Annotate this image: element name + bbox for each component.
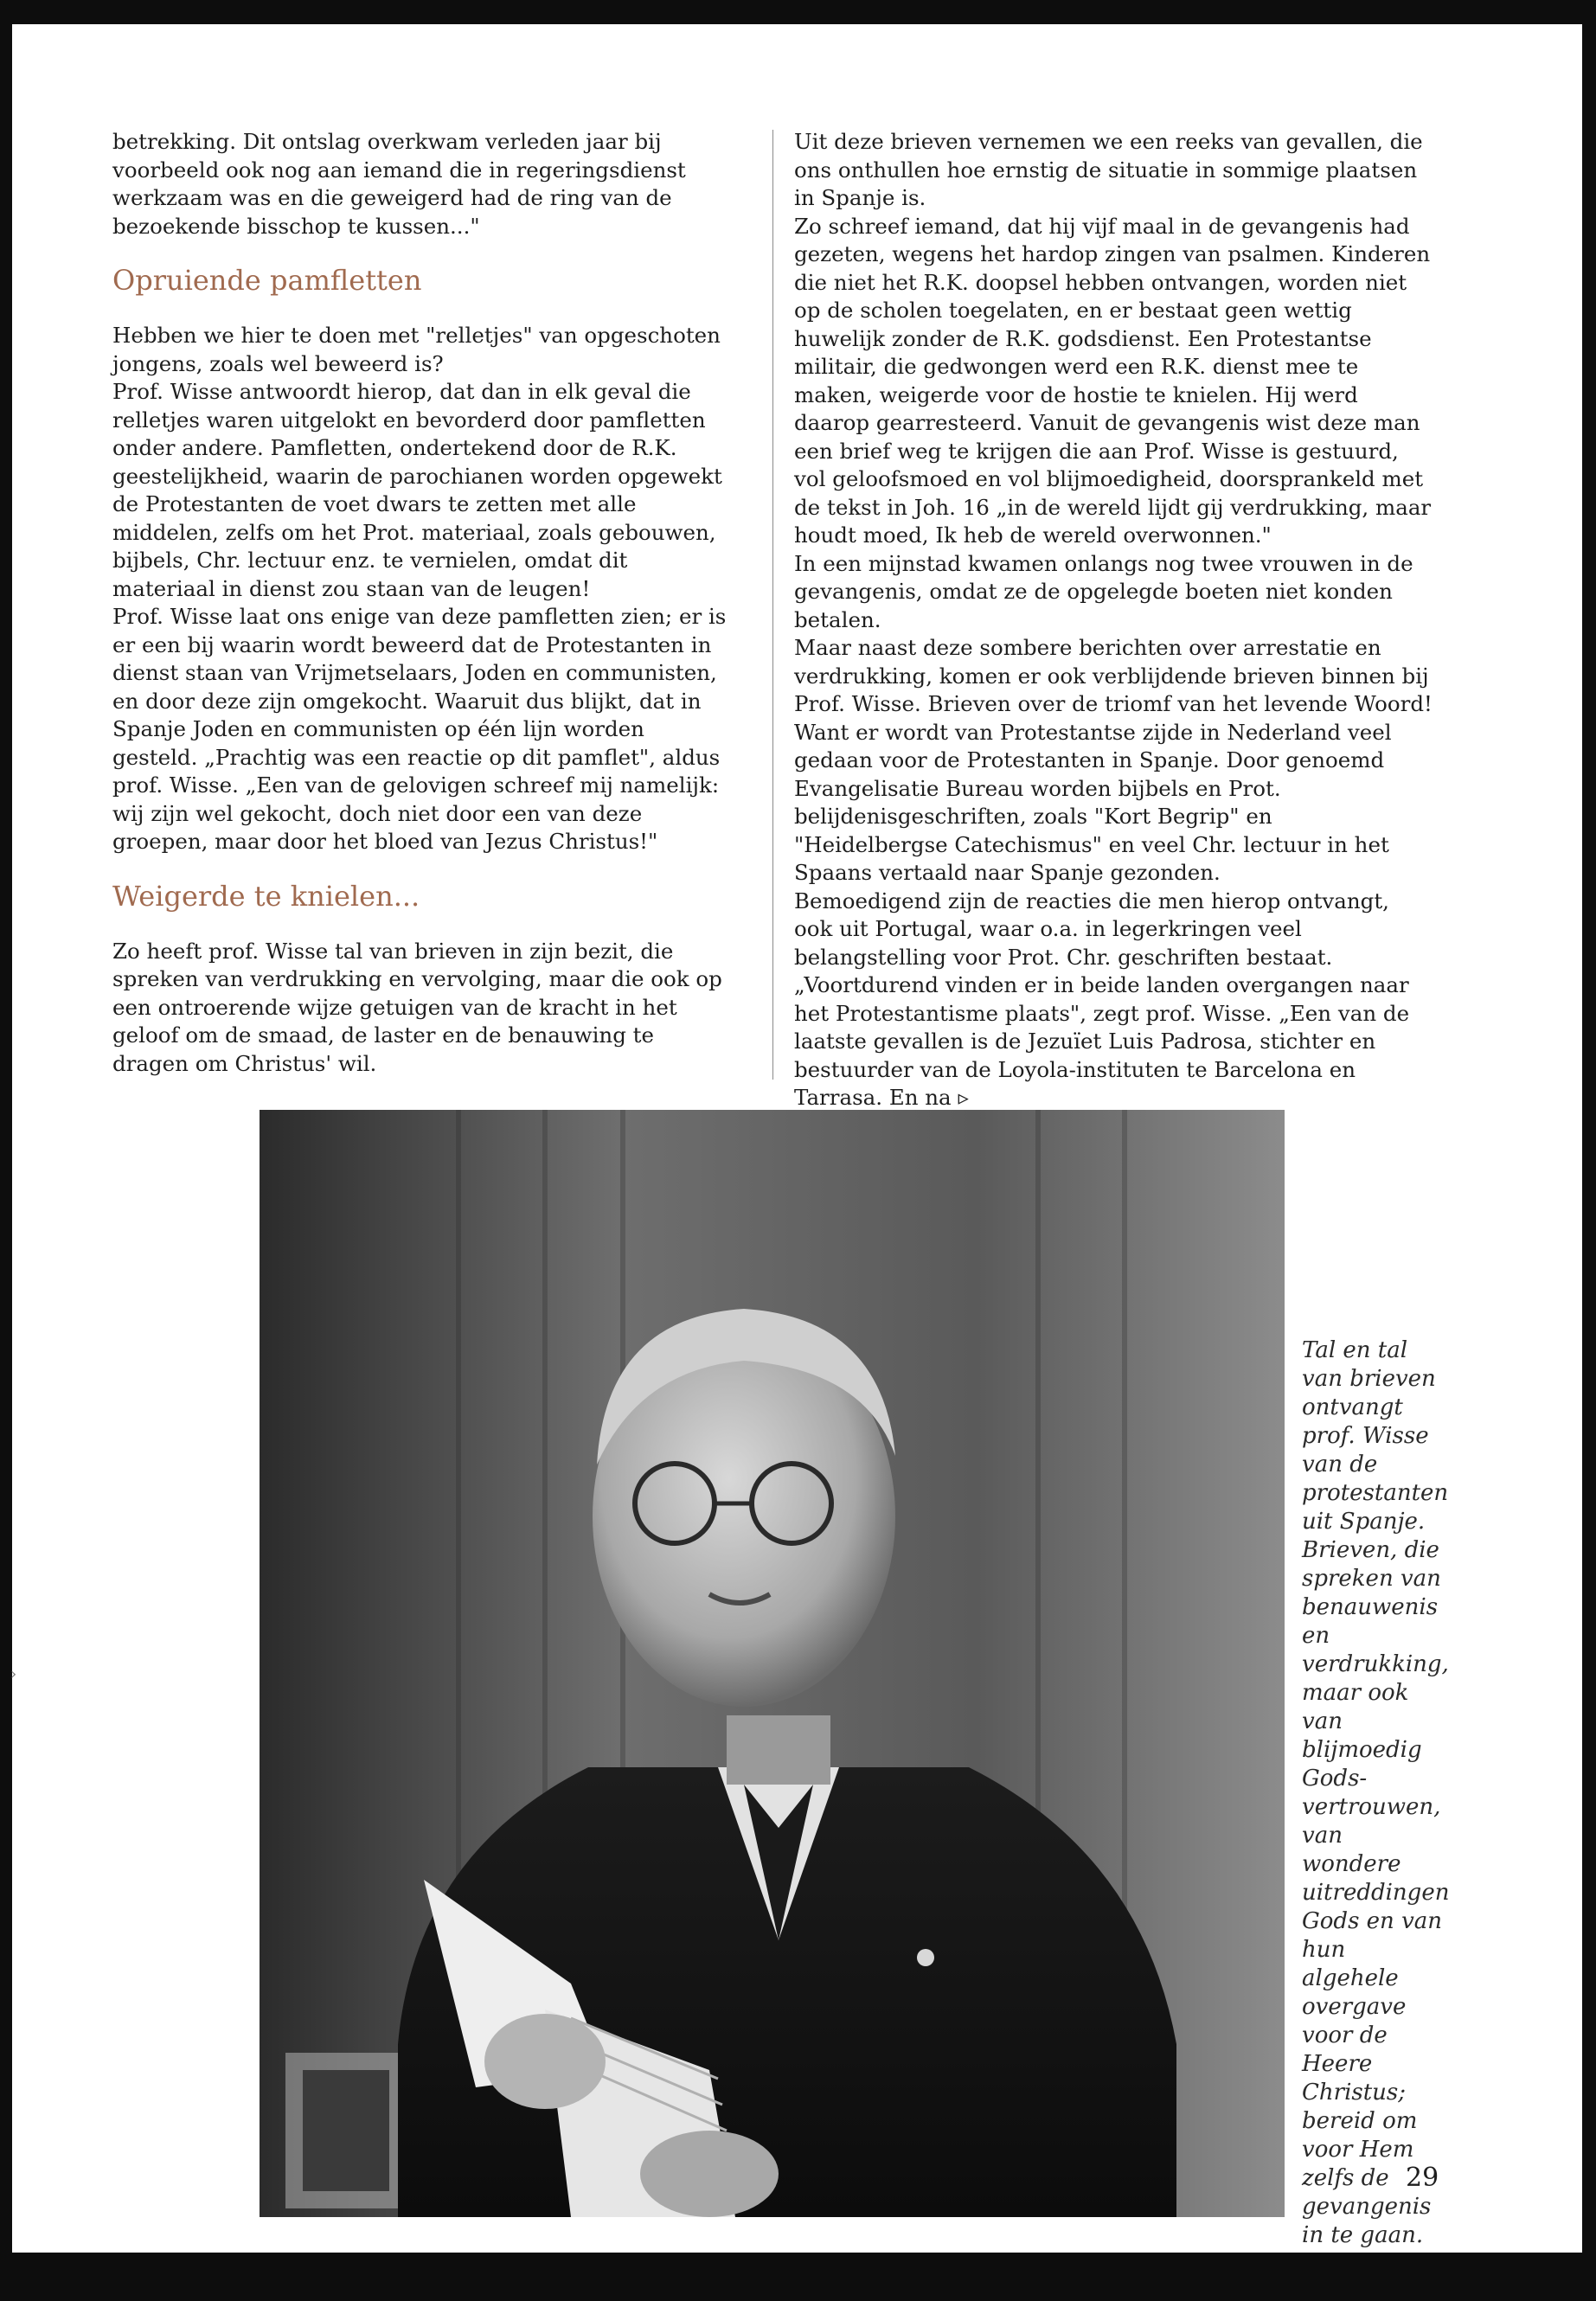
article-left-column <box>112 128 734 1078</box>
page-number: 29 <box>1406 2163 1439 2193</box>
portrait-photo <box>260 1110 1285 2217</box>
portrait-photo-illustration <box>260 1110 1285 2217</box>
article-paragraph: Zo schreef iemand, dat hij vijf maal in de gevangenis had gezeten, wegens het hardop zingen van psalmen. Kinderen die niet het R.K. doopsel hebben ontvangen, worden niet op de scholen toegelaten, en er bestaat geen wettig huwelijk zonder de R.K. godsdienst. Een Protestantse militair, die gedwongen werd een R.K. dienst mee te maken, weigerde voor de hostie te knielen. Hij werd daarop gearresteerd. Vanuit de gevangenis wist deze man een brief weg te krijgen die aan Prof. Wisse is gestuurd, vol geloofsmoed en vol blijmoedigheid, doorsprankeld met de tekst in Joh. 16 „in de wereld lijdt gij verdrukking, maar houdt moed, Ik heb de wereld overwonnen." <box>794 213 1432 548</box>
article-paragraph: Uit deze brieven vernemen we een reeks van gevallen, die ons onthullen hoe ernstig de situatie in sommige plaatsen in Spanje is. <box>794 129 1423 210</box>
article-paragraph: Zo heeft prof. Wisse tal van brieven in zijn bezit, die spreken van verdrukking en vervolging, maar die ook op een ontroerende wijze getuigen van de kracht in het geloof om de smaad, de laster en de benauwing te dragen om Christus' wil. <box>112 938 722 1076</box>
column-divider <box>772 130 773 1080</box>
scan-border-top <box>0 0 1596 24</box>
article-right-column <box>794 128 1433 1112</box>
section-heading-opruiende-pamfletten: Opruiende pamfletten <box>112 264 422 297</box>
article-paragraph: Prof. Wisse antwoordt hierop, dat dan in elk geval die relletjes waren uitgelokt en bevorderd door pamfletten onder andere. Pamfletten, ondertekend door de R.K. geestelijkheid, waarin de parochianen worden opgewekt de Protestanten de voet dwars te zetten met alle middelen, zelfs om het Prot. materiaal, zoals gebouwen, bijbels, Chr. lectuur enz. te vernielen, omdat dit materiaal in dienst zou staan van de leugen! <box>112 379 722 601</box>
article-paragraph: Bemoedigend zijn de reacties die men hierop ontvangt, ook uit Portugal, waar o.a. in legerkringen veel belangstelling voor Prot. Chr. geschriften bestaat. „Voortdurend vinden er in beide landen overgangen naar het Protestantisme plaats", zegt prof. Wisse. „Een van de laatste gevallen is de Jezuïet Luis Padrosa, stichter en bestuurder van de Loyola-instituten te Barcelona en Tarrasa. En na ▹ <box>794 888 1410 1110</box>
section-heading-weigerde-te-knielen: Weigerde te knielen... <box>112 879 420 913</box>
scan-border-bottom <box>0 2253 1596 2301</box>
article-paragraph: In een mijnstad kwamen onlangs nog twee vrouwen in de gevangenis, omdat ze de opgelegde boeten niet konden betalen. <box>794 550 1413 632</box>
photo-caption: Tal en tal van brieven ontvangt prof. Wisse van de protestanten uit Spanje. Brieven, die spreken van benauwenis en verdrukking, maar ook van blijmoedig Gods-vertrouwen, van wondere uitreddingen Gods en van hun algehele overgave voor de Heere Christus; bereid om voor Hem zelfs de gevangenis in te gaan. <box>1302 1337 1450 2248</box>
margin-mark: › <box>10 1665 17 1683</box>
scan-border-right <box>1582 0 1596 2301</box>
article-paragraph: Hebben we hier te doen met "relletjes" van opgeschoten jongens, zoals wel beweerd is? <box>112 323 721 376</box>
article-paragraph: Maar naast deze sombere berichten over arrestatie en verdrukking, komen er ook verblijdende brieven binnen bij Prof. Wisse. Brieven over de triomf van het levende Woord! Want er wordt van Protestantse zijde in Nederland veel gedaan voor de Protestanten in Spanje. Door genoemd Evangelisatie Bureau worden bijbels en Prot. belijdenisgeschriften, zoals "Kort Begrip" en "Heidelbergse Catechismus" en veel Chr. lectuur in het Spaans vertaald naar Spanje gezonden. <box>794 635 1433 885</box>
scan-border-left <box>0 0 12 2301</box>
article-intro-paragraph: betrekking. Dit ontslag overkwam verleden jaar bij voorbeeld ook nog aan iemand die in regeringsdienst werkzaam was en die geweigerd had de ring van de bezoekende bisschop te kussen..." <box>112 129 686 239</box>
article-paragraph: Prof. Wisse laat ons enige van deze pamfletten zien; er is er een bij waarin wordt beweerd dat de Protestanten in dienst staan van Vrijmetselaars, Joden en communisten, en door deze zijn omgekocht. Waaruit dus blijkt, dat in Spanje Joden en communisten op één lijn worden gesteld. „Prachtig was een reactie op dit pamflet", aldus prof. Wisse. „Een van de gelovigen schreef mij namelijk: wij zijn wel gekocht, doch niet door een van deze groepen, maar door het bloed van Jezus Christus!" <box>112 604 727 854</box>
